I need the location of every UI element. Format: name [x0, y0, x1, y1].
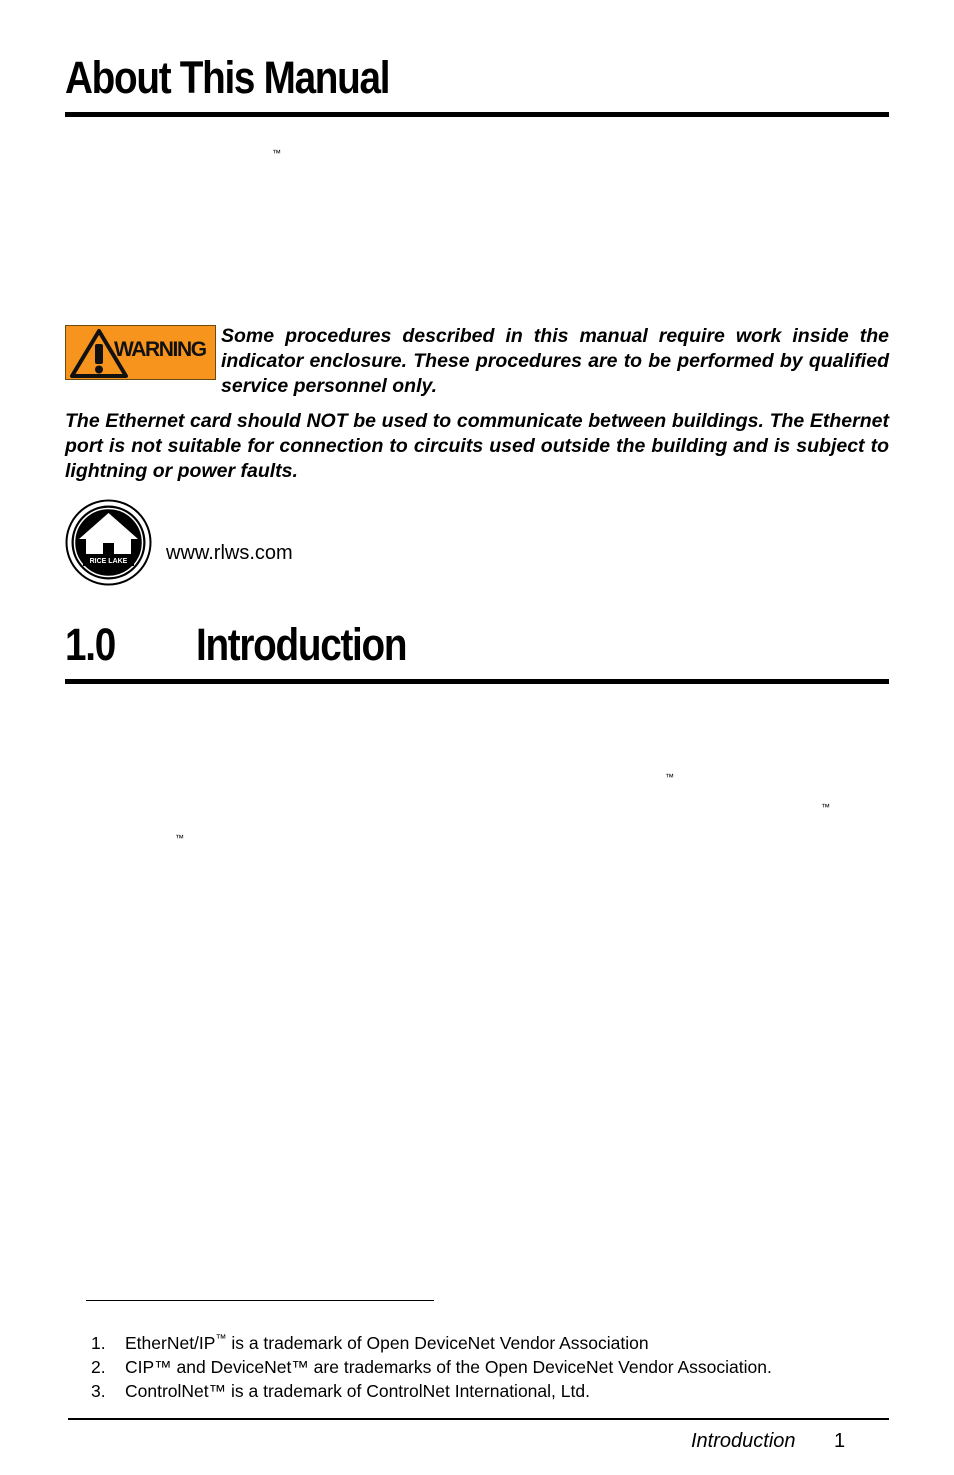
- website-link[interactable]: www.rlws.com: [166, 542, 293, 564]
- section-number: 1.0: [65, 619, 115, 670]
- svg-text:RICE LAKE: RICE LAKE: [89, 558, 128, 565]
- about-tm-mark: ™: [272, 148, 281, 158]
- footnote-text: ControlNet™ is a trademark of ControlNet International, Ltd.: [125, 1381, 590, 1401]
- page-number: 1: [834, 1430, 846, 1452]
- warning-badge: [65, 325, 216, 380]
- footnote-text: CIP™ and DeviceNet™ are trademarks of the Open DeviceNet Vendor Association.: [125, 1357, 772, 1377]
- footnote-rule: [86, 1300, 434, 1301]
- warning-text: Some procedures described in this manual require work inside the indicator enclosure. These procedures are to be performed by qualified service personnel only.: [221, 325, 889, 397]
- footnote-text: EtherNet/IP: [125, 1333, 216, 1353]
- intro-tm-mark: ™: [821, 802, 830, 812]
- footer-section: Introduction: [691, 1430, 796, 1452]
- intro-tm-mark: ™: [665, 772, 674, 782]
- footnote-number: 1.: [91, 1333, 106, 1353]
- rice-lake-logo: [65, 499, 152, 586]
- page-title: About This Manual: [65, 52, 390, 103]
- footnote-2: [91, 1357, 772, 1378]
- section-rule: [65, 679, 889, 684]
- footer-rule: [68, 1418, 889, 1420]
- footnote-1: [91, 1333, 649, 1354]
- footnote-number: 2.: [91, 1357, 106, 1377]
- footnote-sup: ™: [215, 1333, 227, 1346]
- title-rule: [65, 112, 889, 117]
- warning-label: WARNING: [114, 338, 206, 361]
- intro-tm-mark: ™: [175, 833, 184, 843]
- footnote-3: [91, 1381, 590, 1402]
- footnote-number: 3.: [91, 1381, 106, 1401]
- section-title: Introduction: [196, 619, 407, 670]
- footnote-text: is a trademark of Open DeviceNet Vendor Association: [226, 1333, 649, 1353]
- house-logo-icon: [65, 499, 152, 586]
- ethernet-warning-text: The Ethernet card should NOT be used to communicate between buildings. The Ethernet port is not suitable for connection to circuits used outside the building and is subject to lightning or power faults.: [65, 410, 889, 482]
